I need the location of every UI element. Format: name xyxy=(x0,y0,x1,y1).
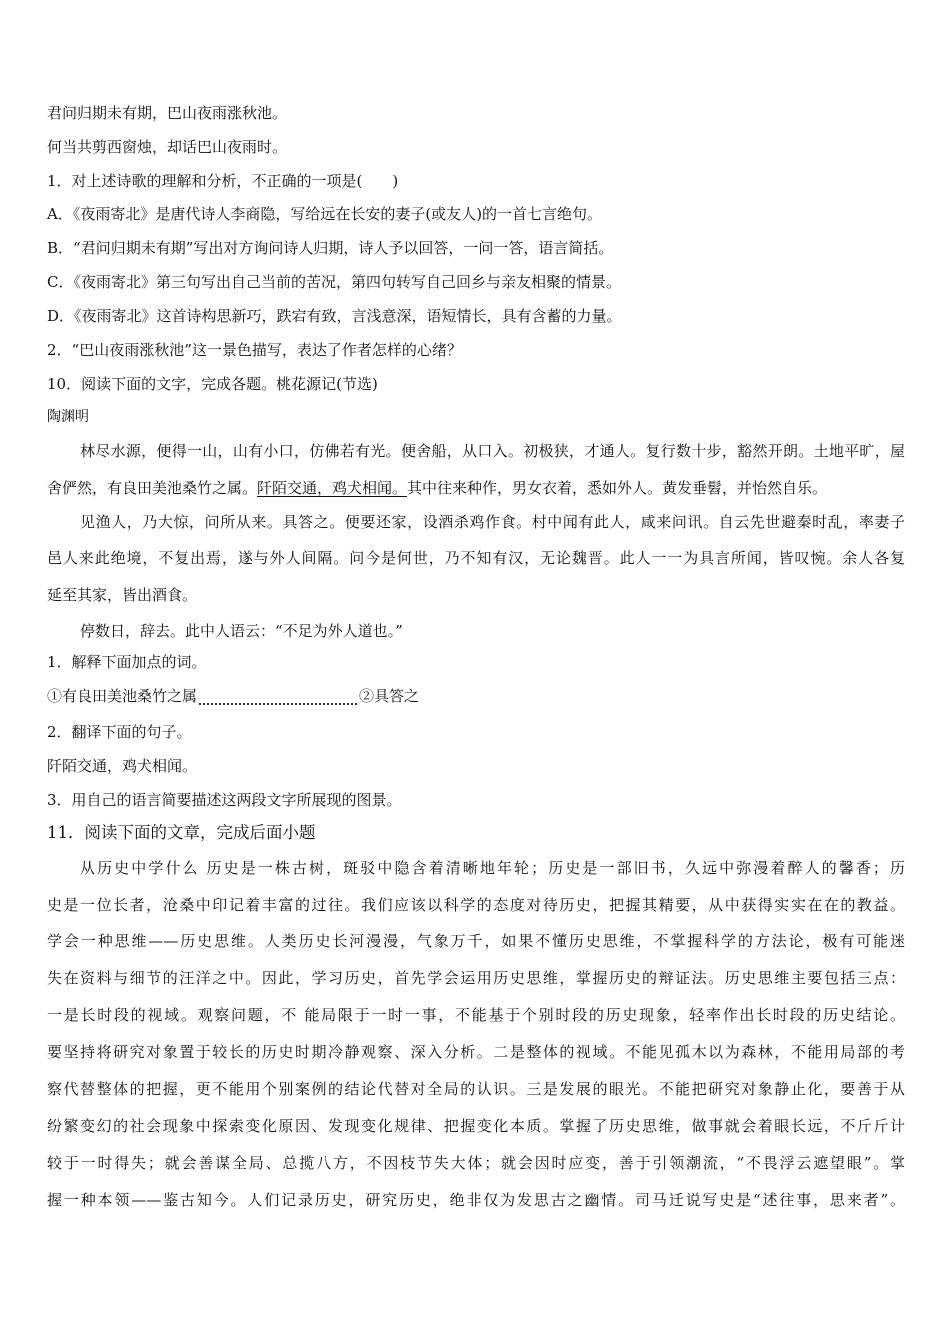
passage-line: 停数日，辞去。此中人语云：“不足为外人道也。” xyxy=(80,622,403,640)
passage-line xyxy=(47,478,827,498)
option-b: B．“君问归期未有期”写出对方询问诗人归期，诗人予以回答，一问一答，语言简括。 xyxy=(47,239,614,257)
question-text: 2．翻译下面的句子。 xyxy=(47,723,192,741)
translate-sentence: 阡陌交通，鸡犬相闻。 xyxy=(47,757,198,775)
underlined-sentence: 阡陌交通，鸡犬相闻。 xyxy=(257,479,408,497)
article-line: 纷繁变幻的社会现象中探索变化原因、发现变化规律、把握变化本质。掌握了历史思维，做事就会着眼长远，不斤斤计 xyxy=(47,1117,905,1135)
article-line: 握一种本领——鉴古知今。人们记录历史，研究历史，绝非仅为发思古之幽情。司马迁说写史是“述往事，思来者”。 xyxy=(47,1191,905,1209)
poem-line: 君问归期未有期，巴山夜雨涨秋池。 xyxy=(47,104,288,122)
passage-line: 见渔人，乃大惊，问所从来。具答之。便要还家，设酒杀鸡作食。村中闻有此人，咸来问讯。自云先世避秦时乱，率妻子 xyxy=(80,513,905,531)
option-c: C．《夜雨寄北》第三句写出自己当前的苦况，第四句转写自己回乡与亲友相聚的情景。 xyxy=(47,273,621,291)
article-line: 较于一时得失；就会善谋全局、总揽八方，不因枝节失大体；就会因时应变，善于引领潮流，“不畏浮云遮望眼”。掌 xyxy=(47,1154,905,1172)
article-line: 要坚持将研究对象置于较长的历史时期冷静观察、深入分析。二是整体的视域。不能见孤木以为森林，不能用局部的考 xyxy=(47,1043,905,1061)
article-line: 察代替整体的把握，更不能用个别案例的结论代替对全局的认识。三是发展的眼光。不能把研究对象静止化，要善于从 xyxy=(47,1080,905,1098)
passage-text: 其中往来种作，男女衣着，悉如外人。黄发垂髫，并怡然自乐。 xyxy=(407,479,828,497)
question-text: 1．对上述诗歌的理解和分析，不正确的一项是( ) xyxy=(47,172,399,190)
passage-line: 延至其家，皆出酒食。 xyxy=(47,586,198,604)
article-line: 学会一种思维——历史思维。人类历史长河漫漫，气象万千，如果不懂历史思维，不掌握科学的方法论，极有可能迷 xyxy=(47,932,905,950)
article-line: 一是长时段的视域。观察问题，不 能局限于一时一事，不能基于个别时段的历史现象，轻率作出长时段的历史结论。 xyxy=(47,1006,905,1024)
question-text: 3．用自己的语言简要描述这两段文字所展现的图景。 xyxy=(47,791,402,809)
author-name: 陶渊明 xyxy=(47,409,89,425)
poem-line: 何当共剪西窗烛，却话巴山夜雨时。 xyxy=(47,138,288,156)
question-text: 2．“巴山夜雨涨秋池”这一景色描写，表达了作者怎样的心绪？ xyxy=(47,341,462,359)
article-line: 从历史中学什么 历史是一株古树，斑驳中隐含着清晰地年轮；历史是一部旧书，久远中弥漫着醉人的馨香；历 xyxy=(80,859,905,877)
fill-blank-row xyxy=(47,686,419,706)
option-a: A．《夜雨寄北》是唐代诗人李商隐，写给远在长安的妻子(或友人)的一首七言绝句。 xyxy=(47,205,603,223)
dotted-blank xyxy=(199,689,357,705)
article-line: 失在资料与细节的汪洋之中。因此，学习历史，首先学会运用历史思维，掌握历史的辩证法。历史思维主要包括三点： xyxy=(47,969,905,987)
question-title: 11．阅读下面的文章，完成后面小题 xyxy=(47,823,316,842)
passage-line: 林尽水源，便得一山，山有小口，仿佛若有光。便舍船，从口入。初极狭，才通人。复行数十步，豁然开朗。土地平旷，屋 xyxy=(80,442,905,460)
question-text: 1．解释下面加点的词。 xyxy=(47,653,207,671)
blank-item-1: ①有良田美池桑竹之属 xyxy=(47,687,198,705)
option-d: D．《夜雨寄北》这首诗构思新巧，跌宕有致，言浅意深，语短情长，具有含蓄的力量。 xyxy=(47,307,622,325)
question-title: 10．阅读下面的文字，完成各题。桃花源记(节选) xyxy=(47,375,378,393)
article-line: 史是一位长者，沧桑中印记着丰富的过往。我们应该以科学的态度对待历史，把握其精要，从中获得实实在在的教益。 xyxy=(47,896,905,914)
blank-item-2: ②具答之 xyxy=(359,687,420,705)
passage-text: 舍俨然，有良田美池桑竹之属。 xyxy=(47,479,258,497)
passage-line: 邑人来此绝境，不复出焉，遂与外人间隔。问今是何世，乃不知有汉，无论魏晋。此人一一为具言所闻，皆叹惋。余人各复 xyxy=(47,549,905,567)
